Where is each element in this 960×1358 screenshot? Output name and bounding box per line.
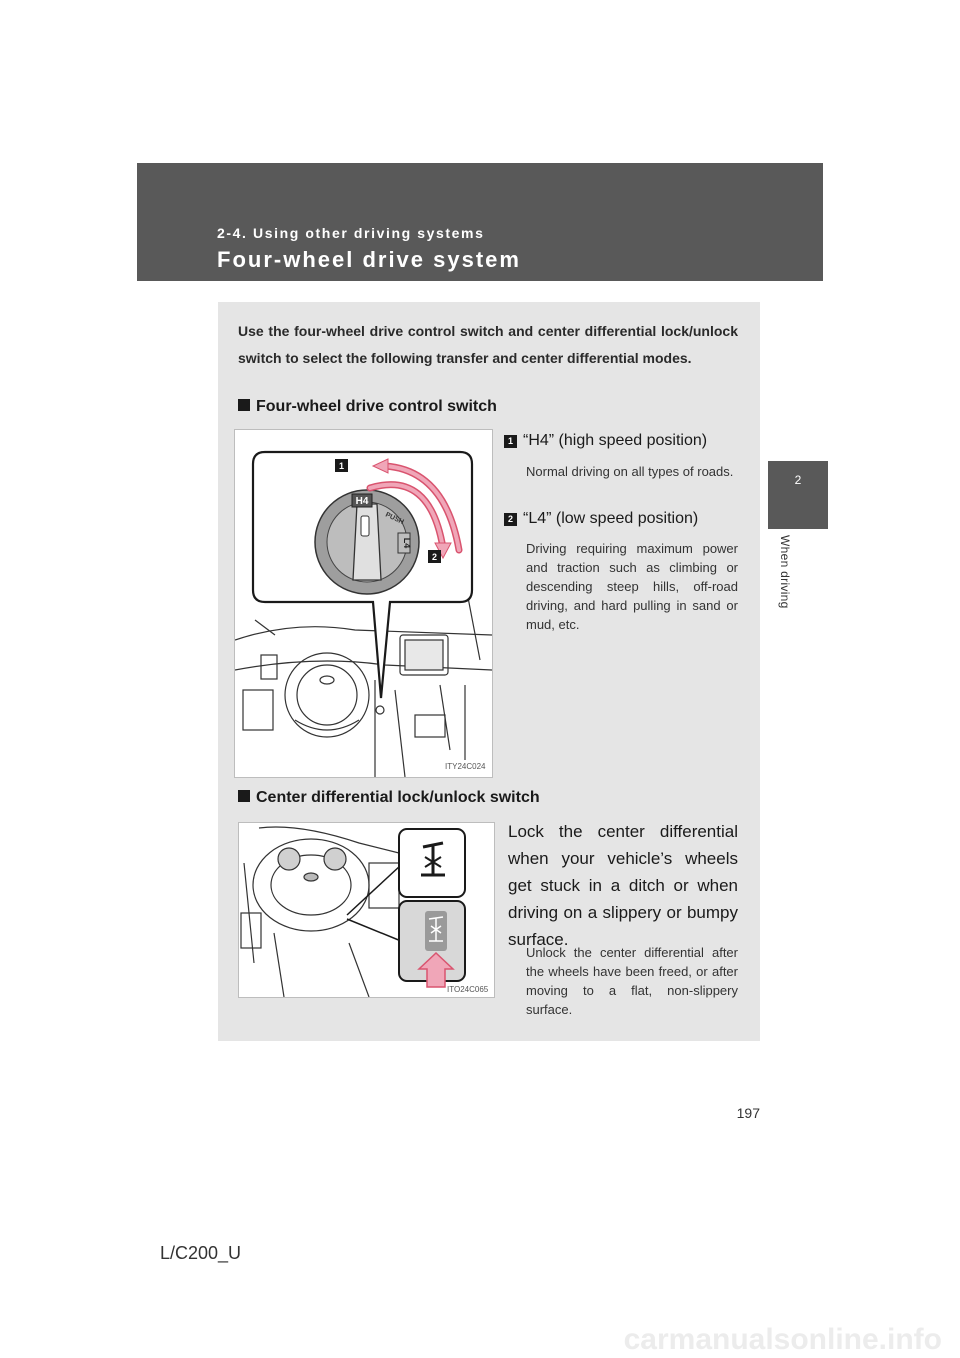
subheading-center-diff: Center differential lock/unlock switch (238, 789, 540, 807)
svg-text:L4: L4 (402, 537, 412, 549)
square-bullet-icon (238, 790, 250, 802)
item-2-description: Driving requiring maximum power and traction such as climbing or descending steep hills, off-road driving, and hard pulling in sand or mud, etc. (526, 541, 738, 632)
item-1-title: 1 “H4” (high speed position) (504, 432, 707, 450)
header-band (137, 163, 823, 281)
item-1-description: Normal driving on all types of roads. (526, 464, 734, 479)
center-diff-illustration (239, 823, 494, 997)
center-diff-switch-button (399, 901, 465, 987)
h4-indicator (352, 494, 372, 507)
svg-text:1: 1 (338, 461, 345, 471)
figure-code: ITY24C024 (445, 762, 486, 771)
page-title: Four-wheel drive system (217, 247, 521, 272)
dial-illustration (235, 430, 492, 777)
center-diff-instructions: Lock the center differential when your vehicle’s wheels get stuck in a ditch or when driving on a slippery or bumpy surface. (508, 822, 738, 949)
watermark (0, 1319, 960, 1358)
marker-1 (335, 459, 348, 472)
intro-paragraph: Use the four-wheel drive control switch and center differential lock/unlock switch to select the following transfer and center differential modes. (238, 323, 738, 366)
subheading-4wd-switch: Four-wheel drive control switch (238, 398, 497, 416)
section-label: 2-4. Using other driving systems (217, 225, 485, 241)
l4-indicator (398, 533, 412, 553)
item-2-title: 2 “L4” (low speed position) (504, 510, 698, 528)
square-bullet-icon (238, 399, 250, 411)
chapter-tab (768, 461, 828, 529)
svg-text:2: 2 (431, 552, 438, 562)
chapter-label: When driving (778, 535, 792, 609)
chapter-number: 2 (794, 473, 802, 487)
figure-4wd-dial (234, 429, 493, 778)
svg-text:carmanualsonline.info: carmanualsonline.info (623, 1323, 942, 1356)
svg-text:PUSH: PUSH (384, 511, 405, 527)
figure-code: ITO24C065 (447, 985, 489, 994)
center-diff-note: Unlock the center differential after the wheels have been freed, or after moving to a flat, non-slippery surface. (526, 945, 738, 1017)
center-diff-lock-icon (399, 829, 465, 897)
figure-center-diff-switch (238, 822, 495, 998)
svg-text:H4: H4 (355, 496, 369, 507)
model-code: L/C200_U (160, 1243, 242, 1263)
page-number: 197 (736, 1105, 760, 1121)
content-panel (218, 302, 760, 1041)
marker-2 (428, 550, 441, 563)
